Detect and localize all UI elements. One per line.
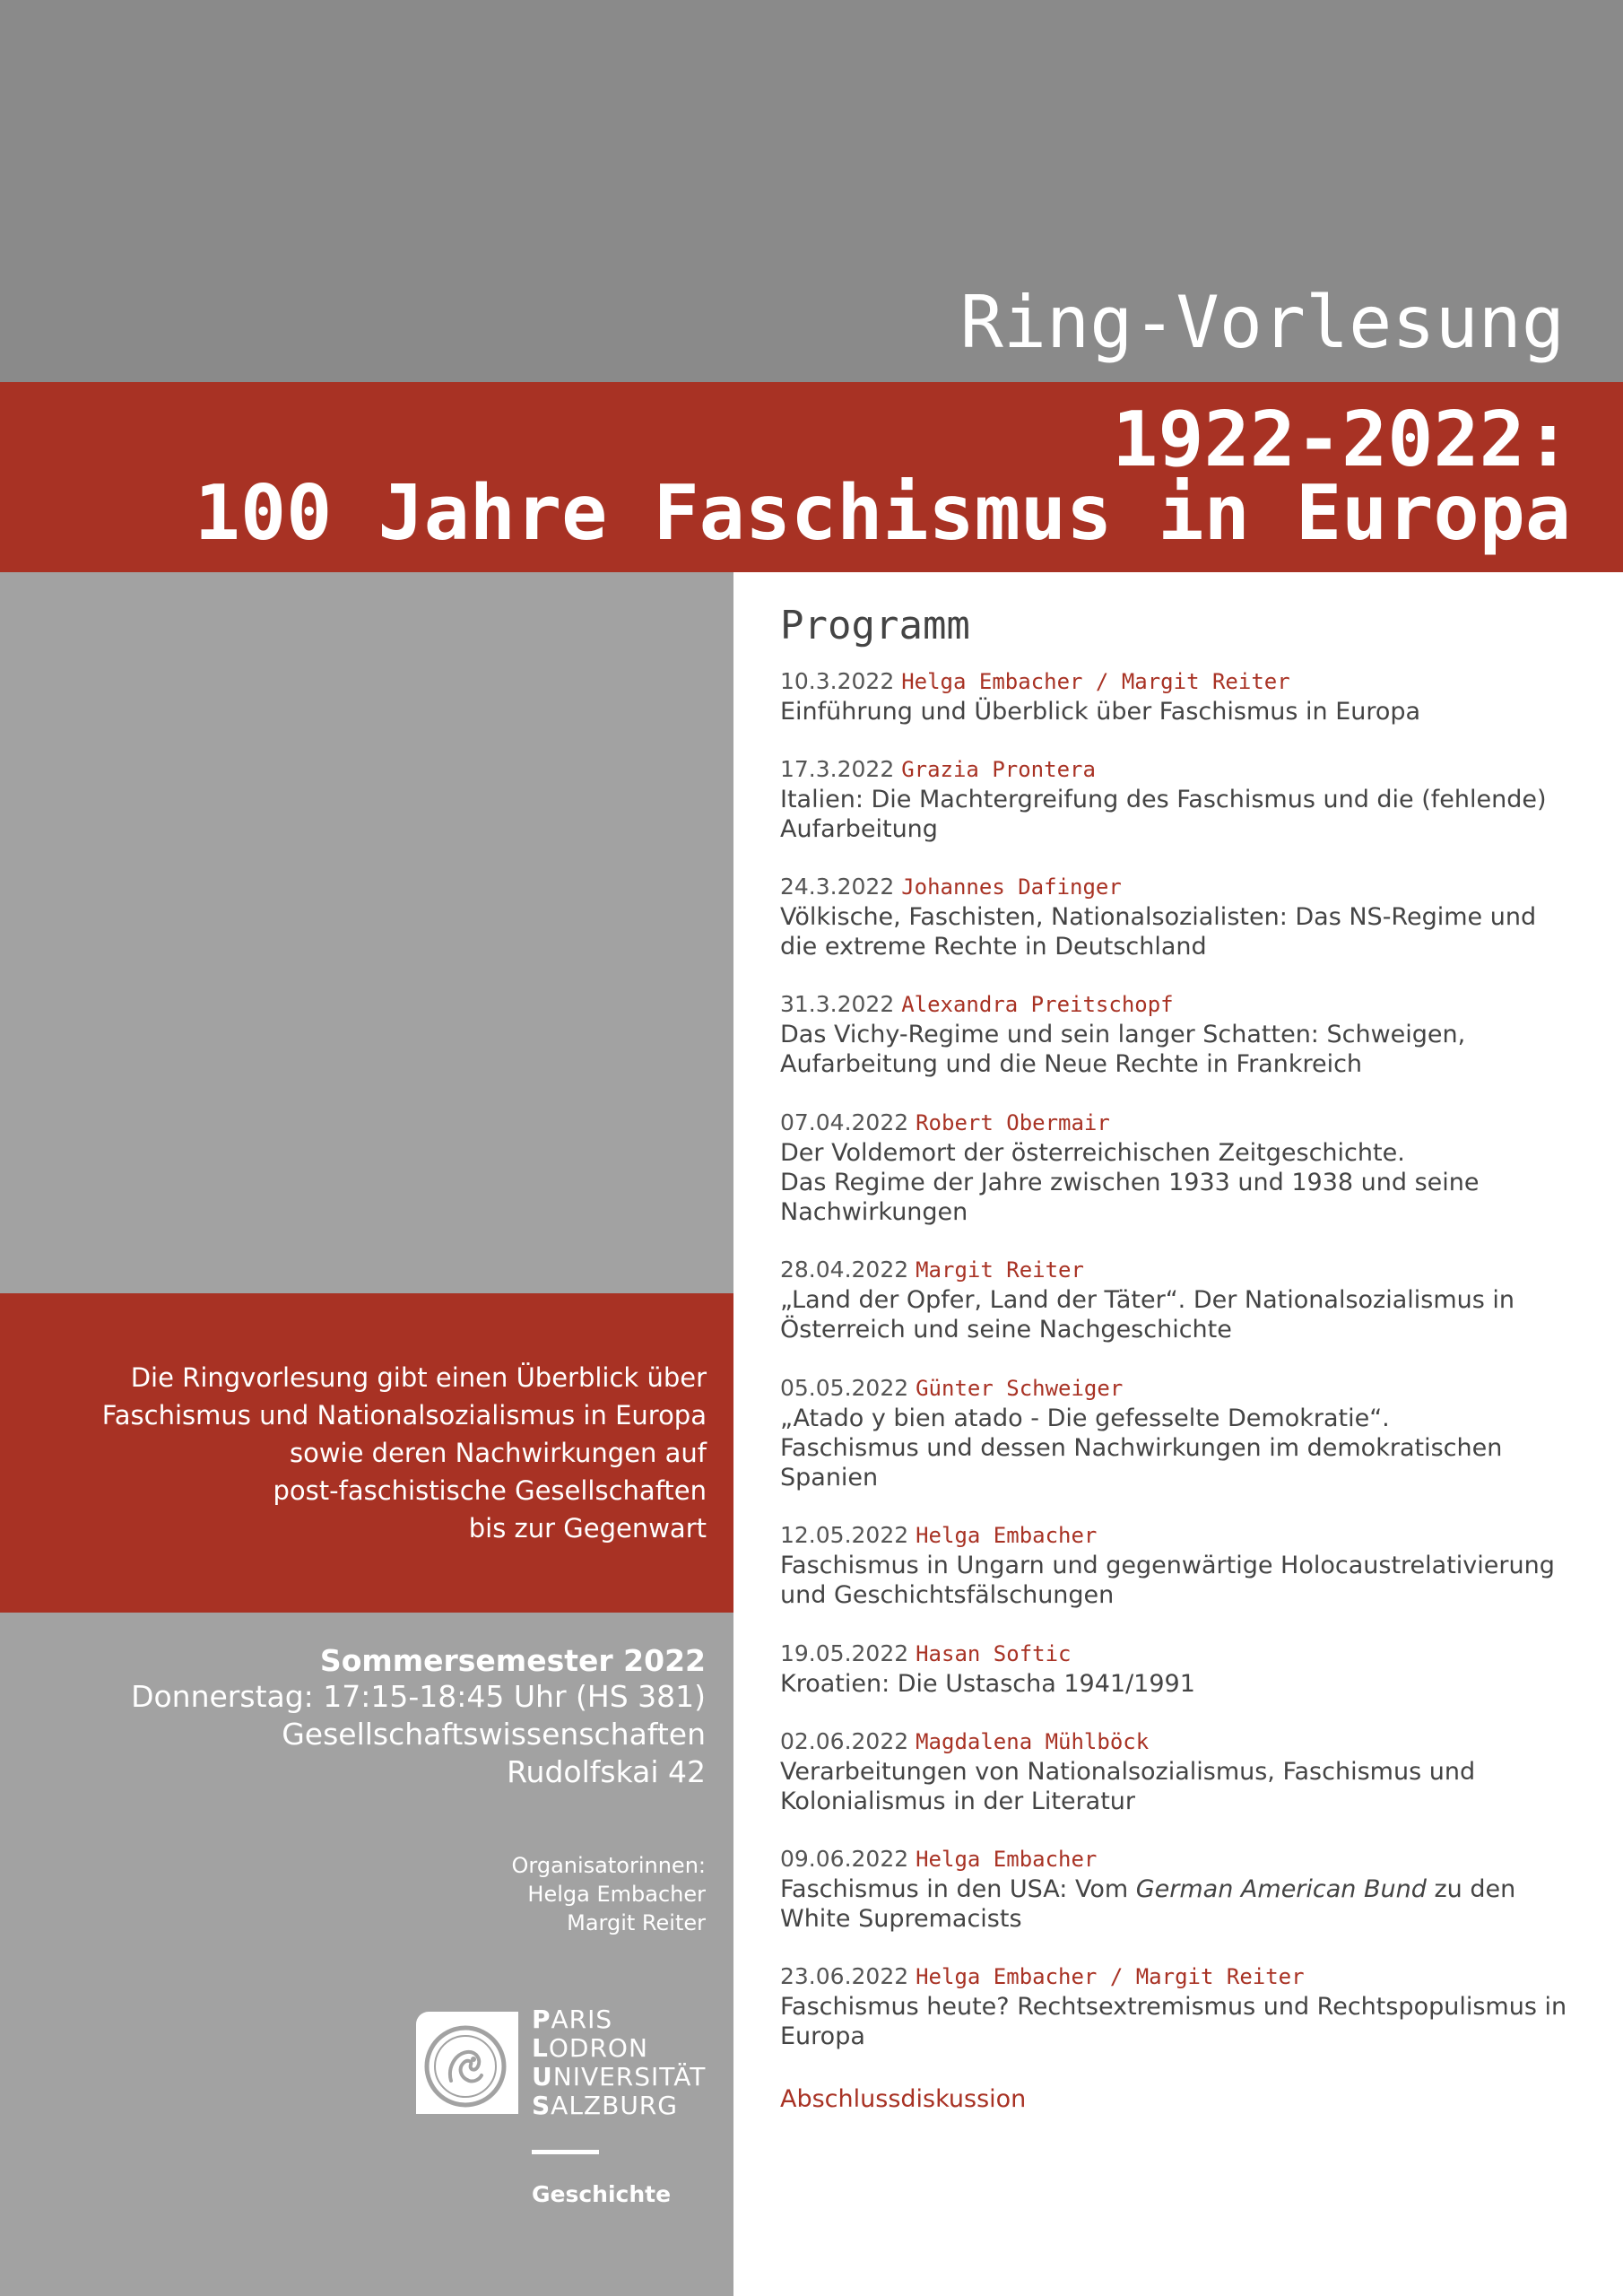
- entry-title-line: die extreme Rechte in Deutschland: [780, 933, 1207, 961]
- program-entry: [780, 1726, 1587, 1816]
- entry-date: 09.06.2022: [780, 1846, 909, 1872]
- entry-title-line: Europa: [780, 2022, 865, 2050]
- entry-speaker: Helga Embacher: [916, 1847, 1098, 1872]
- entry-title-line: Aufarbeitung und die Neue Rechte in Frankreich: [780, 1050, 1363, 1078]
- logo-divider: [532, 2150, 599, 2154]
- entry-speaker: Johannes Dafinger: [901, 874, 1122, 900]
- logo-line-salzburg: SALZBURG: [532, 2091, 678, 2120]
- program-entry: [780, 1639, 1587, 1699]
- description-line: sowie deren Nachwirkungen auf: [289, 1438, 707, 1468]
- organizer-name: Helga Embacher: [527, 1882, 706, 1907]
- entry-title-line: „Land der Opfer, Land der Täter“. Der Nationalsozialismus in: [780, 1286, 1515, 1314]
- entry-speaker: Helga Embacher / Margit Reiter: [916, 1964, 1305, 1989]
- program-entry: [780, 989, 1587, 1079]
- program-entry: [780, 1844, 1587, 1934]
- entry-date: 31.3.2022: [780, 991, 895, 1017]
- entry-title-line: Faschismus heute? Rechtsextremismus und Rechtspopulismus in: [780, 1993, 1567, 2021]
- entry-date: 05.05.2022: [780, 1375, 909, 1401]
- program-entry: [780, 872, 1587, 961]
- entry-speaker: Hasan Softic: [916, 1641, 1072, 1666]
- entry-title-line: Völkische, Faschisten, Nationalsozialisten: Das NS-Regime und: [780, 903, 1537, 931]
- entry-title-line: Verarbeitungen von Nationalsozialismus, Faschismus und: [780, 1758, 1476, 1786]
- entry-date: 19.05.2022: [780, 1640, 909, 1666]
- entry-title-line: „Atado y bien atado - Die gefesselte Demokratie“.: [780, 1405, 1390, 1432]
- closing-discussion: Abschlussdiskussion: [780, 2085, 1027, 2113]
- entry-speaker: Helga Embacher / Margit Reiter: [901, 669, 1290, 694]
- program-heading: Programm: [780, 603, 970, 648]
- entry-title-line: Einführung und Überblick über Faschismus in Europa: [780, 698, 1421, 726]
- title-main: 100 Jahre Faschismus in Europa: [194, 469, 1571, 558]
- entry-date: 23.06.2022: [780, 1963, 909, 1989]
- entry-speaker: Alexandra Preitschopf: [901, 992, 1174, 1017]
- program-entry: [780, 1373, 1587, 1492]
- description-line: post-faschistische Gesellschaften: [273, 1475, 707, 1506]
- entry-title-line: Faschismus in den USA: Vom German American Bund zu den: [780, 1875, 1516, 1903]
- entry-date: 10.3.2022: [780, 668, 895, 694]
- entry-title-line: Faschismus in Ungarn und gegenwärtige Holocaustrelativierung: [780, 1552, 1555, 1579]
- logo-line-paris: PARIS: [532, 2005, 613, 2034]
- organizers-label: Organisatorinnen:: [511, 1853, 706, 1878]
- entry-speaker: Magdalena Mühlböck: [916, 1729, 1150, 1754]
- entry-title-line: Österreich und seine Nachgeschichte: [780, 1316, 1232, 1344]
- department-name: Geschichte: [532, 2181, 672, 2207]
- entry-speaker: Robert Obermair: [916, 1110, 1110, 1135]
- entry-title-line: Nachwirkungen: [780, 1198, 968, 1226]
- semester-address: Rudolfskai 42: [507, 1754, 706, 1789]
- title-years: 1922-2022:: [1112, 396, 1571, 484]
- entry-date: 28.04.2022: [780, 1257, 909, 1283]
- university-seal-icon: [424, 2025, 507, 2108]
- description-line: Faschismus und Nationalsozialismus in Europa: [101, 1400, 707, 1431]
- entry-speaker: Margit Reiter: [916, 1257, 1084, 1283]
- entry-title-line: Der Voldemort der österreichischen Zeitgeschichte.: [780, 1139, 1405, 1167]
- entry-speaker: Grazia Prontera: [901, 757, 1096, 782]
- entry-date: 12.05.2022: [780, 1522, 909, 1548]
- program-entry: [780, 1108, 1587, 1227]
- entry-date: 24.3.2022: [780, 874, 895, 900]
- entry-title-line: White Supremacists: [780, 1905, 1022, 1933]
- entry-title-line: Das Regime der Jahre zwischen 1933 und 1938 und seine: [780, 1169, 1480, 1196]
- organizer-name: Margit Reiter: [567, 1910, 706, 1935]
- entry-title-line: Italien: Die Machtergreifung des Faschismus und die (fehlende): [780, 786, 1547, 813]
- entry-speaker: Helga Embacher: [916, 1523, 1098, 1548]
- semester-time: Donnerstag: 17:15-18:45 Uhr (HS 381): [131, 1679, 706, 1714]
- description-line: Die Ringvorlesung gibt einen Überblick über: [130, 1362, 707, 1393]
- entry-title-line: Aufarbeitung: [780, 815, 938, 843]
- logo-line-lodron: LODRON: [532, 2033, 648, 2063]
- entry-title-line: Kroatien: Die Ustascha 1941/1991: [780, 1670, 1195, 1698]
- program-entry: [780, 1255, 1587, 1344]
- program-entry: [780, 666, 1587, 726]
- entry-title-line: und Geschichtsfälschungen: [780, 1581, 1115, 1609]
- entry-date: 17.3.2022: [780, 756, 895, 782]
- semester-term: Sommersemester 2022: [319, 1643, 706, 1678]
- entry-title-line: Das Vichy-Regime und sein langer Schatten: Schweigen,: [780, 1021, 1466, 1048]
- entry-date: 07.04.2022: [780, 1109, 909, 1135]
- entry-speaker: Günter Schweiger: [916, 1376, 1124, 1401]
- event-subtitle: Ring-Vorlesung: [959, 281, 1565, 364]
- logo-line-universitaet: UNIVERSITÄT: [532, 2062, 707, 2092]
- semester-building: Gesellschaftswissenschaften: [282, 1717, 706, 1752]
- description-line: bis zur Gegenwart: [468, 1513, 707, 1544]
- entry-date: 02.06.2022: [780, 1728, 909, 1754]
- entry-title-line: Kolonialismus in der Literatur: [780, 1787, 1136, 1815]
- entry-title-line: Faschismus und dessen Nachwirkungen im demokratischen: [780, 1434, 1503, 1462]
- program-entry: [780, 1520, 1587, 1610]
- entry-title-line: Spanien: [780, 1464, 879, 1492]
- program-entry: [780, 754, 1587, 844]
- program-entry: [780, 1961, 1587, 2051]
